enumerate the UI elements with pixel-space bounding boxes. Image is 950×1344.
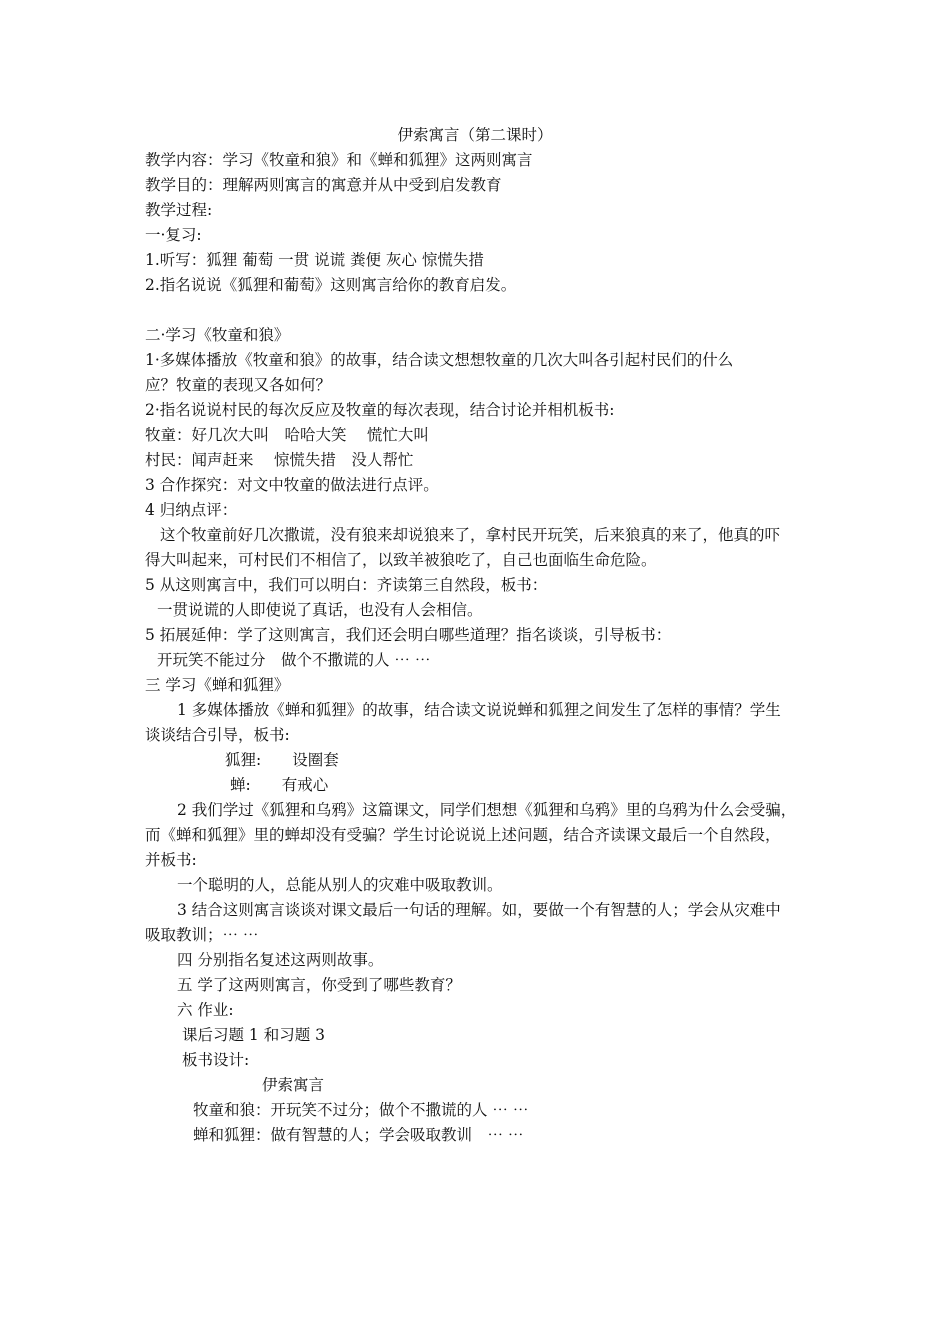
board-note-line: 村民：闻声赶来 惊慌失措 没人帮忙 bbox=[145, 451, 414, 469]
paragraph-line: 2 我们学过《狐狸和乌鸦》这篇课文，同学们想想《狐狸和乌鸦》里的乌鸦为什么会受骗， bbox=[177, 801, 797, 819]
paragraph-line: 得大叫起来，可村民们不相信了，以致羊被狼吃了，自己也面临生命危险。 bbox=[145, 551, 657, 569]
section-retell-line: 四 分别指名复述这两则故事。 bbox=[177, 951, 384, 969]
board-note-line: 蝉: 有戒心 bbox=[230, 776, 329, 794]
section-reflection-line: 五 学了这两则寓言，你受到了哪些教育？ bbox=[177, 976, 461, 994]
teaching-process-heading: 教学过程: bbox=[145, 201, 213, 219]
board-note-line: 开玩笑不能过分 做个不撒谎的人 ⋯ ⋯ bbox=[157, 651, 431, 669]
paragraph-line: 并板书: bbox=[145, 851, 197, 869]
board-note-line: 一贯说谎的人即使说了真话，也没有人会相信。 bbox=[157, 601, 483, 619]
paragraph-line: 3 合作探究：对文中牧童的做法进行点评。 bbox=[145, 476, 439, 494]
teaching-goal-line: 教学目的：理解两则寓言的寓意并从中受到启发教育 bbox=[145, 176, 502, 194]
board-note-line: 牧童：好几次大叫 哈哈大笑 慌忙大叫 bbox=[145, 426, 429, 444]
teaching-content-line: 教学内容：学习《牧童和狼》和《蝉和狐狸》这两则寓言 bbox=[145, 151, 533, 169]
paragraph-line: 5 拓展延伸：学了这则寓言，我们还会明白哪些道理？指名谈谈，引导板书： bbox=[145, 626, 672, 644]
board-note-line: 狐狸: 设圈套 bbox=[225, 751, 339, 769]
board-note-line: 一个聪明的人，总能从别人的灾难中吸取教训。 bbox=[177, 876, 503, 894]
paragraph-line: 而《蝉和狐狸》里的蝉却没有受骗？学生讨论说说上述问题，结合齐读课文最后一个自然段， bbox=[145, 826, 781, 844]
section-homework-heading: 六 作业: bbox=[177, 1001, 234, 1019]
paragraph-line: 应？牧童的表现又各如何？ bbox=[145, 376, 332, 394]
section-shepherd-heading: 二·学习《牧童和狼》 bbox=[145, 326, 290, 344]
paragraph-line: 吸取教训；⋯ ⋯ bbox=[145, 926, 259, 944]
board-design-line: 蝉和狐狸：做有智慧的人；学会吸取教训 ⋯ ⋯ bbox=[193, 1126, 524, 1144]
paragraph-line: 3 结合这则寓言谈谈对课文最后一句话的理解。如，要做一个有智慧的人；学会从灾难中 bbox=[177, 901, 781, 919]
paragraph-line: 1 多媒体播放《蝉和狐狸》的故事，结合读文说说蝉和狐狸之间发生了怎样的事情？学生 bbox=[177, 701, 781, 719]
board-design-title: 伊索寓言 bbox=[262, 1076, 325, 1094]
paragraph-line: 5 从这则寓言中，我们可以明白：齐读第三自然段，板书： bbox=[145, 576, 548, 594]
review-question-line: 2.指名说说《狐狸和葡萄》这则寓言给你的教育启发。 bbox=[145, 276, 517, 294]
paragraph-line: 2·指名说说村民的每次反应及牧童的每次表现，结合讨论并相机板书: bbox=[145, 401, 615, 419]
document-title: 伊索寓言（第二课时） bbox=[397, 126, 553, 144]
section-review-heading: 一·复习: bbox=[145, 226, 202, 244]
board-design-line: 牧童和狼：开玩笑不过分；做个不撒谎的人 ⋯ ⋯ bbox=[193, 1101, 529, 1119]
paragraph-line: 谈谈结合引导，板书: bbox=[145, 726, 290, 744]
homework-line: 课后习题 1 和习题 3 bbox=[182, 1026, 326, 1044]
paragraph-line: 4 归纳点评： bbox=[145, 501, 238, 519]
dictation-line: 1.听写：狐狸 葡萄 一贯 说谎 粪便 灰心 惊慌失措 bbox=[145, 251, 484, 269]
paragraph-line: 这个牧童前好几次撒谎，没有狼来却说狼来了，拿村民开玩笑，后来狼真的来了，他真的吓 bbox=[160, 526, 781, 544]
board-design-heading: 板书设计: bbox=[182, 1051, 250, 1069]
section-cicada-heading: 三 学习《蝉和狐狸》 bbox=[145, 676, 290, 694]
paragraph-line: 1·多媒体播放《牧童和狼》的故事，结合读文想想牧童的几次大叫各引起村民们的什么 bbox=[145, 351, 734, 369]
